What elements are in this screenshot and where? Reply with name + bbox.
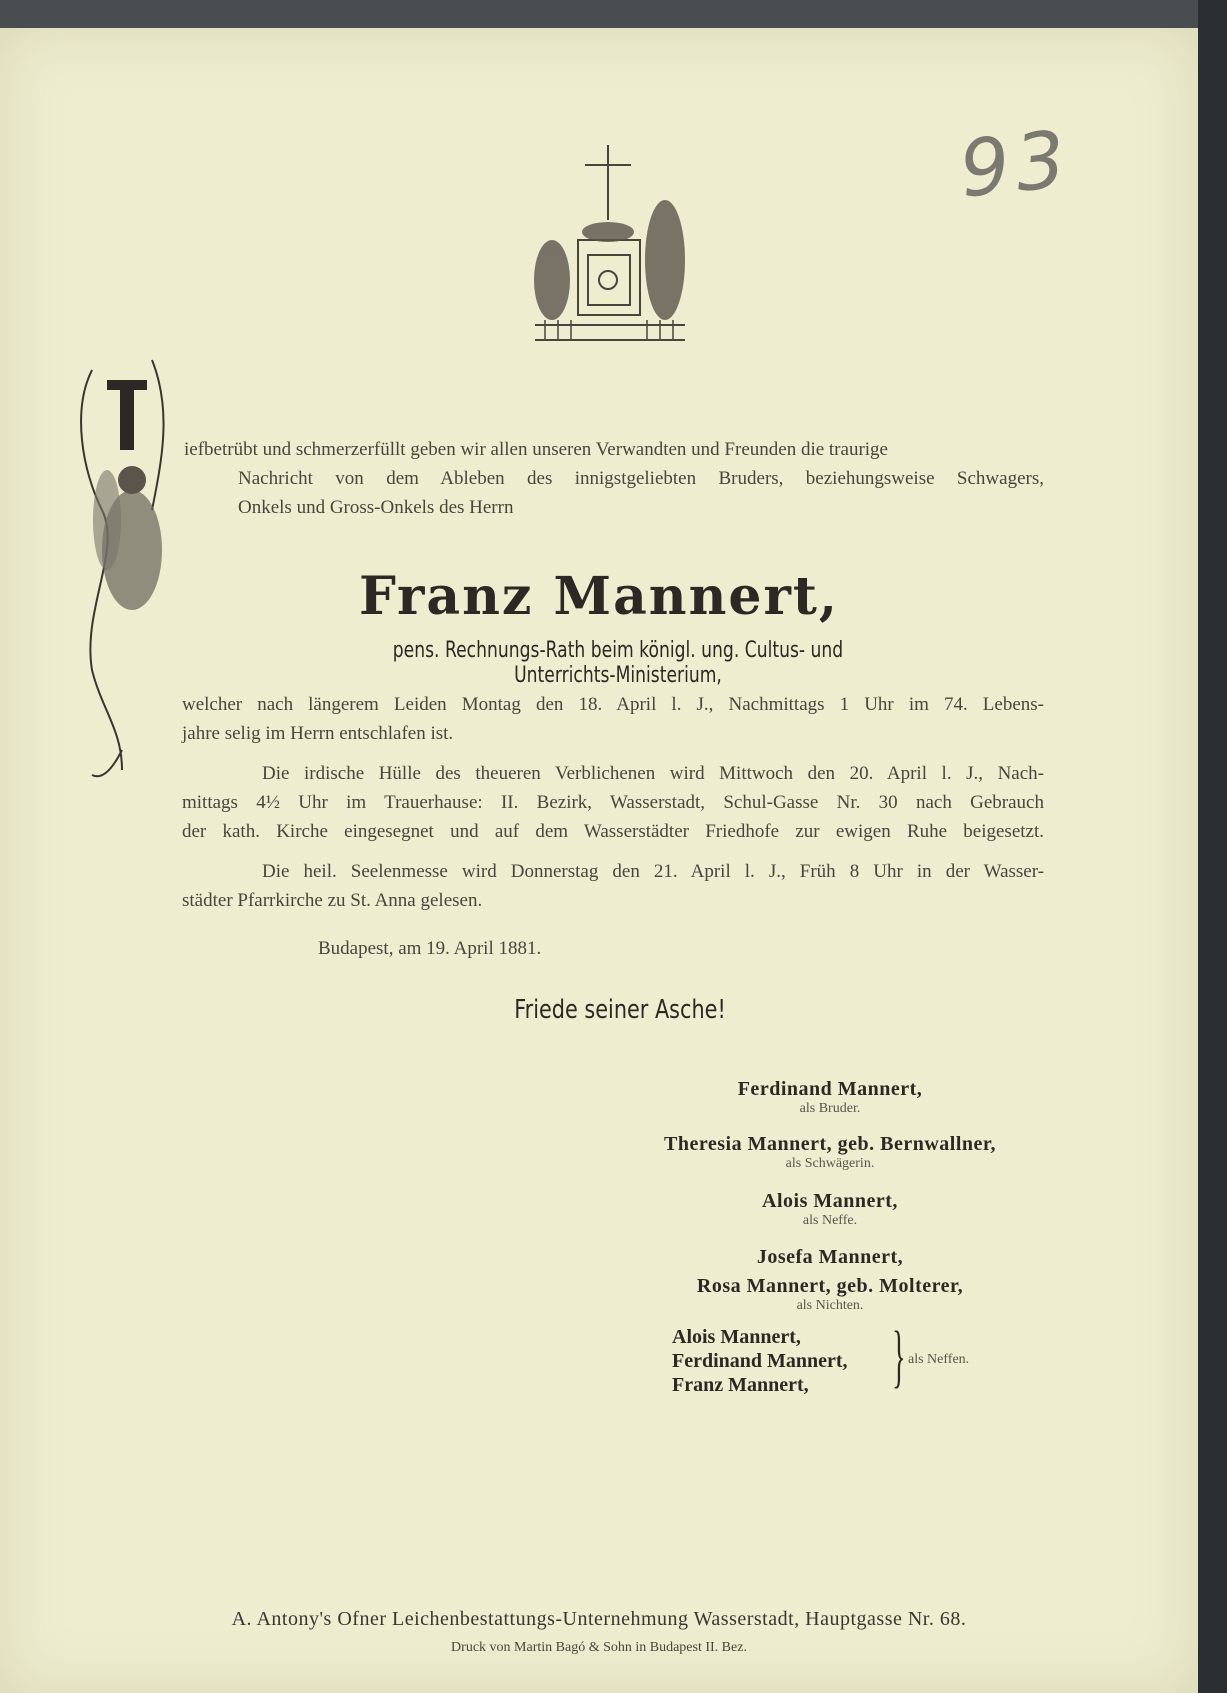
deceased-name: Franz Mannert,	[358, 566, 839, 627]
death-paragraph-line-1: welcher nach längerem Leiden Montag den 18. April l. J., Nachmittags 1 Uhr im 74. Lebens-	[182, 694, 1044, 715]
mourner-1	[610, 1078, 1050, 1117]
grandnephews-role: als Neffen.	[908, 1352, 970, 1367]
handwritten-page-number: 93	[955, 114, 1076, 216]
grandnephews-list	[672, 1325, 848, 1397]
death-paragraph-line-2: jahre selig im Herrn entschlafen ist.	[182, 723, 454, 744]
mourner-name: Theresia Mannert, geb. Bernwallner,	[664, 1133, 996, 1155]
printer-imprint: Druck von Martin Bagó & Sohn in Budapest II. Bez.	[451, 1640, 747, 1655]
blessing: Friede seiner Asche!	[514, 995, 726, 1025]
mourner-name: Alois Mannert,	[762, 1190, 898, 1212]
mourner-2	[610, 1133, 1050, 1172]
grouping-brace: }	[892, 1318, 906, 1395]
funeral-paragraph-line-3: der kath. Kirche eingesegnet und auf dem Wasserstädter Friedhofe zur ewigen Ruhe beigesetzt.	[182, 821, 1044, 842]
mourner-name: Rosa Mannert, geb. Molterer,	[696, 1275, 964, 1297]
grandnephew-name: Ferdinand Mannert,	[672, 1350, 848, 1372]
mourner-role: als Schwägerin.	[785, 1156, 875, 1171]
mourner-4	[610, 1246, 1050, 1269]
grave-cross-vignette	[530, 140, 690, 345]
funeral-paragraph-line-2: mittags 4½ Uhr im Trauerhause: II. Bezirk, Wasserstadt, Schul-Gasse Nr. 30 nach Gebrauch	[182, 792, 1044, 813]
grandnephew-name: Franz Mannert,	[672, 1374, 809, 1396]
mourner-5	[610, 1275, 1050, 1314]
scan-right-edge	[1198, 0, 1227, 1693]
intro-line-3: Onkels und Gross-Onkels des Herrn	[238, 497, 514, 518]
mourner-3	[610, 1190, 1050, 1229]
mourner-role: als Neffe.	[802, 1213, 858, 1228]
intro-line-1: iefbetrübt und schmerzerfüllt geben wir allen unseren Verwandten und Freunden die traurige	[184, 439, 888, 460]
mourner-role: als Bruder.	[799, 1101, 861, 1116]
mourner-name: Ferdinand Mannert,	[737, 1078, 923, 1100]
deceased-title: pens. Rechnungs-Rath beim königl. ung. Cultus- und Unterrichts-Ministerium,	[392, 638, 844, 688]
intro-line-2: Nachricht von dem Ableben des innigstgeliebten Bruders, beziehungsweise Schwagers,	[238, 468, 1044, 489]
mass-paragraph-line-1: Die heil. Seelenmesse wird Donnerstag den 21. April l. J., Früh 8 Uhr in der Wasser-	[262, 861, 1044, 882]
mourner-role: als Nichten.	[796, 1298, 864, 1313]
grandnephew-name: Alois Mannert,	[672, 1326, 801, 1348]
funeral-paragraph-line-1: Die irdische Hülle des theueren Verblichenen wird Mittwoch den 20. April l. J., Nach-	[262, 763, 1044, 784]
scan-top-edge	[0, 0, 1198, 28]
mourner-name: Josefa Mannert,	[756, 1246, 904, 1268]
mass-paragraph-line-2: städter Pfarrkirche zu St. Anna gelesen.	[182, 890, 483, 911]
undertaker-imprint: A. Antony's Ofner Leichenbestattungs-Unternehmung Wasserstadt, Hauptgasse Nr. 68.	[231, 1608, 967, 1630]
place-date: Budapest, am 19. April 1881.	[318, 938, 542, 959]
